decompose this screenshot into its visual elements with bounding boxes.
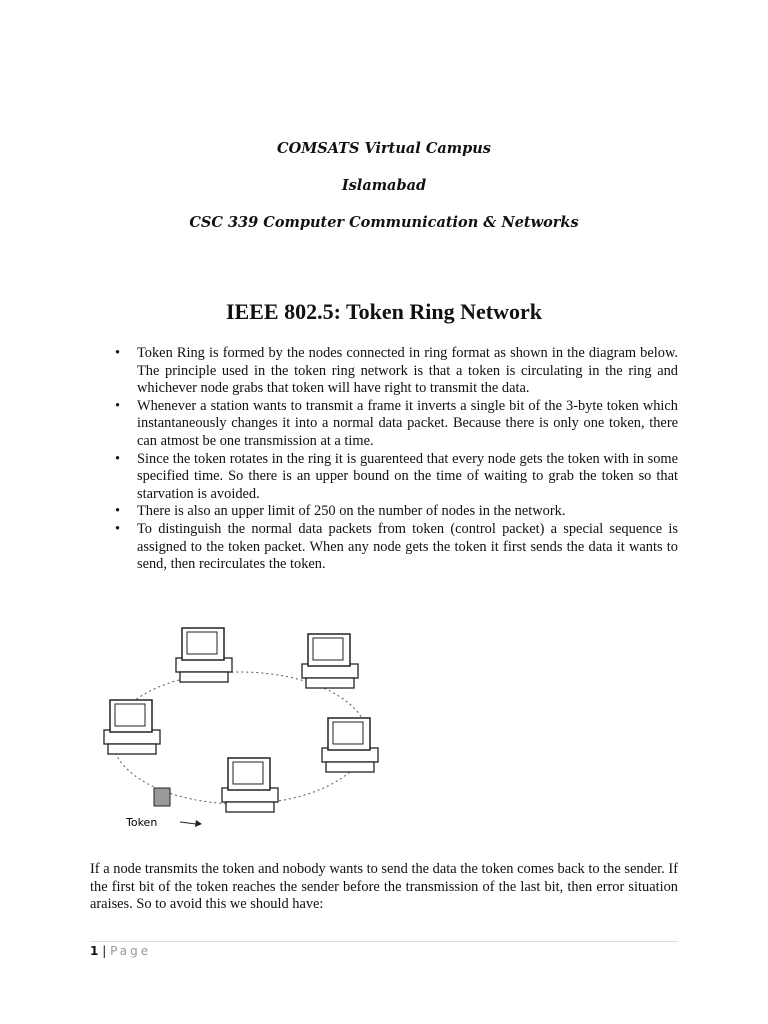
token-packet bbox=[154, 788, 170, 806]
computer-node bbox=[302, 634, 358, 688]
token-ring-diagram bbox=[90, 610, 390, 840]
footer-separator: | bbox=[102, 944, 107, 958]
computer-node bbox=[176, 628, 232, 682]
computer-node bbox=[322, 718, 378, 772]
computer-node bbox=[104, 700, 160, 754]
list-item: • Since the token rotates in the ring it is guarenteed that every node gets the token with in some specified time. So there is an upper bound on the time of waiting to grab the token so that starvation is avoided. bbox=[137, 451, 678, 504]
list-item: • There is also an upper limit of 250 on the number of nodes in the network. bbox=[137, 503, 678, 521]
page-number: 1 bbox=[90, 944, 99, 958]
campus-location: Islamabad bbox=[341, 177, 427, 194]
page-footer bbox=[90, 944, 151, 958]
bullet-list bbox=[137, 345, 678, 574]
list-item: • Whenever a station wants to transmit a frame it inverts a single bit of the 3-byte token which instantaneously changes it into a normal data packet. Because there is only one token, there can atmost be one transmission at a time. bbox=[137, 398, 678, 451]
direction-arrow-icon bbox=[180, 822, 196, 824]
page-label: Page bbox=[110, 944, 152, 958]
list-item: • To distinguish the normal data packets from token (control packet) a special sequence is assigned to the token packet. When any node gets the token it first sends the data it wants to send, then recirculates the token. bbox=[137, 521, 678, 574]
footer-divider bbox=[90, 941, 678, 942]
computer-node bbox=[222, 758, 278, 812]
course-title: CSC 339 Computer Communication & Networks bbox=[189, 214, 579, 231]
page-title: IEEE 802.5: Token Ring Network bbox=[225, 299, 542, 324]
token-label: Token bbox=[126, 816, 158, 829]
body-paragraph: If a node transmits the token and nobody wants to send the data the token comes back to the sender. If the first bit of the token reaches the sender before the transmission of the last bit, then error situation araises. So to avoid this we should have: bbox=[90, 861, 678, 913]
list-item: • Token Ring is formed by the nodes connected in ring format as shown in the diagram below. The principle used in the token ring network is that a token is circulating in the ring and whichever node grabs that token will have right to transmit the data. bbox=[137, 345, 678, 398]
institution-name: COMSATS Virtual Campus bbox=[277, 140, 491, 157]
